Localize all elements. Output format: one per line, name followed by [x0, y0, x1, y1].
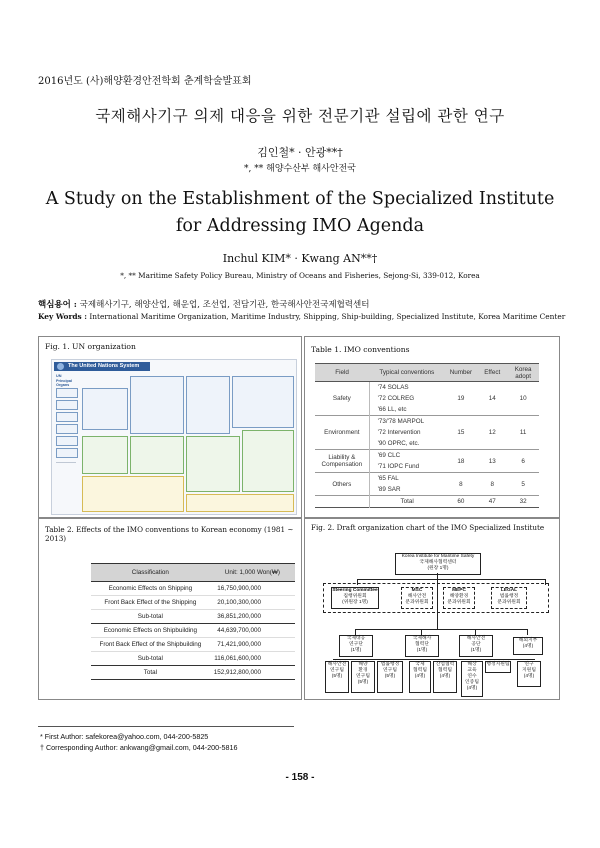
- row-field: Environment: [315, 416, 369, 450]
- col-conventions: Typical conventions: [369, 364, 444, 382]
- bottom-6-line-2: 교육: [467, 668, 477, 673]
- total-korea: 32: [507, 496, 539, 508]
- total-label: Total: [369, 496, 444, 508]
- un-regional-commissions: [130, 436, 184, 474]
- mid-2-line-1: 국제해사: [412, 636, 432, 641]
- bottom-6-line-1: 해상: [467, 662, 477, 667]
- bottom-4-line-1: 국제: [415, 662, 425, 667]
- bottom-1-line-2: 연구팀: [330, 668, 344, 673]
- un-funds-programmes: [130, 376, 184, 434]
- bottom-5-line-3: (4명): [439, 674, 451, 679]
- row-label: Sub-total: [91, 652, 210, 666]
- bottom-6-line-4: 인증팀: [465, 680, 479, 685]
- mid-3-line-1: 해사안전: [466, 636, 486, 641]
- conference-header: 2016년도 (사)해양환경안전학회 춘계학술발표회: [38, 76, 252, 87]
- row-value: 44,639,700,000: [210, 624, 295, 638]
- col-number: Number: [445, 364, 478, 382]
- mid-1-line-3: (1명): [350, 648, 362, 653]
- org-bottom-2: [351, 661, 375, 693]
- col-field: Field: [315, 364, 369, 382]
- row-value: 36,851,200,000: [210, 610, 295, 624]
- row-value: 116,061,600,000: [210, 652, 295, 666]
- english-keywords-label: Key Words :: [38, 312, 87, 321]
- org-bottom-5: [433, 661, 457, 693]
- org-mid-4: [513, 637, 543, 655]
- un-principal-label: UN Principal Organs: [56, 374, 73, 387]
- org-bottom-6: [461, 661, 483, 697]
- col-classification: Classification: [91, 564, 210, 582]
- msc-line-3: 분과위원회: [405, 600, 429, 605]
- row-convention: '66 LL, etc: [377, 406, 407, 413]
- mepc-line-2: 해양환경: [449, 594, 469, 599]
- un-organ-2: [56, 400, 78, 410]
- org-bottom-4: [409, 661, 431, 693]
- table-1-caption: Table 1. IMO conventions: [311, 345, 410, 354]
- org-top-line-2: 국제해사협력센터: [419, 560, 457, 565]
- bottom-3-line-1: 법률행정: [380, 662, 400, 667]
- legal-line-3: 분과위원회: [497, 600, 521, 605]
- mid-2-line-3: (1명): [416, 648, 428, 653]
- row-convention: '71 IOPC Fund: [377, 463, 420, 470]
- english-authors: Inchul KIM* · Kwang AN**†: [222, 252, 378, 265]
- org-bottom-3: [377, 661, 403, 693]
- footnote-first-author: * First Author: safekorea@yahoo.com, 044-200-5825: [40, 732, 209, 741]
- row-label: Front Back Effect of the Shipping: [91, 596, 210, 610]
- bottom-1-line-3: (5명): [331, 674, 343, 679]
- un-research-institutes: [186, 376, 230, 434]
- mepc-line-3: 분과위원회: [447, 600, 471, 605]
- org-connector: [357, 579, 545, 580]
- bottom-1-line-1: 해사안전: [327, 662, 347, 667]
- english-keywords-text: International Maritime Organization, Maritime Industry, Shipping, Ship-building, Specialized Institute, Korea Maritime Center: [89, 312, 566, 321]
- bottom-8-line-2: 지원팀: [522, 668, 536, 673]
- imo-conventions-table: [315, 363, 539, 508]
- org-bottom-7: [485, 661, 511, 673]
- un-organ-5: [56, 436, 78, 446]
- row-convention: '90 OPRC, etc.: [377, 440, 420, 447]
- economic-effects-table: [91, 563, 295, 680]
- steering-line-2: 집행위원회: [343, 594, 367, 599]
- page-number: - 158 -: [285, 772, 315, 783]
- org-legal: [491, 587, 527, 609]
- row-convention: '69 CLC: [369, 450, 444, 462]
- row-number: 18: [445, 450, 478, 473]
- row-label: Economic Effects on Shipbuilding: [91, 624, 210, 638]
- row-field: Liability & Compensation: [315, 450, 369, 473]
- total-field: [315, 496, 369, 508]
- steering-line-3: (위원장 1명): [342, 600, 368, 605]
- legal-line-1: LEGAL: [500, 588, 518, 593]
- bottom-5-line-1: 산업협력: [435, 662, 455, 667]
- un-commissions: [82, 436, 128, 474]
- org-top-line-3: (원장 1명): [427, 566, 449, 571]
- figure-1-caption: Fig. 1. UN organization: [45, 342, 136, 351]
- bottom-3-line-2: 연구팀: [383, 668, 397, 673]
- row-label: Sub-total: [91, 610, 210, 624]
- org-mid-2: [405, 635, 439, 657]
- bottom-4-line-2: 협력팀: [413, 668, 427, 673]
- footnote-rule: [38, 726, 294, 727]
- org-mid-3: [459, 635, 493, 657]
- table-2-caption: Table 2. Effects of the IMO conventions to Korean economy (1981 ~ 2013): [45, 525, 294, 543]
- bottom-5-line-2: 협력팀: [438, 668, 452, 673]
- korean-authors: 김인철* · 안광**†: [257, 146, 343, 159]
- total-effect: 47: [477, 496, 507, 508]
- un-legend-notes: [56, 462, 76, 511]
- un-banner: [54, 362, 150, 371]
- mid-4-line-2: (4명): [522, 644, 534, 649]
- row-korea: 5: [507, 473, 539, 496]
- row-korea: 10: [519, 395, 527, 402]
- english-title: A Study on the Establishment of the Specialized Institute for Addressing IMO Agenda: [45, 189, 555, 236]
- korean-keywords-label: 핵심용어 :: [38, 300, 77, 310]
- un-secretariat-offices: [186, 494, 294, 512]
- org-mid-1: [339, 635, 373, 657]
- figure-1-panel: [38, 336, 302, 518]
- un-org-chart: [51, 359, 297, 515]
- english-keywords: [38, 312, 565, 321]
- table-row: [91, 638, 295, 652]
- col-korea-adopt: Korea adopt: [507, 364, 539, 382]
- org-bottom-8: [517, 661, 541, 687]
- mid-1-line-1: 국제대응: [346, 636, 366, 641]
- org-mepc: [443, 587, 475, 609]
- steering-line-1: Steering Committee: [332, 588, 378, 593]
- row-effect: 14: [488, 395, 496, 402]
- table-row: [91, 582, 295, 596]
- org-msc: [401, 587, 433, 609]
- row-value: 152,912,800,000: [210, 666, 295, 680]
- korean-affiliation: *, ** 해양수산부 해사안전국: [244, 164, 356, 174]
- table-row: [91, 666, 295, 680]
- table-row: [91, 564, 295, 582]
- row-number: 19: [457, 395, 465, 402]
- un-organ-4: [56, 424, 78, 434]
- table-row: [315, 416, 539, 428]
- table-row: [315, 382, 539, 394]
- mepc-line-1: MEPC: [452, 588, 466, 593]
- row-field: Safety: [315, 382, 369, 416]
- un-organ-1: [56, 388, 78, 398]
- row-korea: 11: [507, 416, 539, 450]
- mid-4-line-1: 해외지부: [518, 638, 538, 643]
- row-value: 71,421,900,000: [210, 638, 295, 652]
- table-row-total: [315, 496, 539, 508]
- mid-2-line-2: 협력단: [415, 642, 429, 647]
- row-effect: 12: [477, 416, 507, 450]
- row-number: 15: [445, 416, 478, 450]
- un-related-orgs: [242, 430, 294, 492]
- korean-keywords-text: 국제해사기구, 해양산업, 해운업, 조선업, 전담기관, 한국해사안전국제협력센터: [79, 300, 370, 310]
- un-other-entities: [232, 376, 294, 428]
- row-label: Front Back Effect of the Shipbuilding: [91, 638, 210, 652]
- row-convention: '89 SAR: [377, 486, 401, 493]
- table-row: [91, 624, 295, 638]
- bottom-3-line-3: (5명): [384, 674, 396, 679]
- un-banner-text: The United Nations System: [68, 363, 140, 369]
- un-organ-3: [56, 412, 78, 422]
- org-top-box: [395, 553, 481, 575]
- mid-3-line-2: 공단: [471, 642, 481, 647]
- korean-title: 국제해사기구 의제 대응을 위한 전문기관 설립에 관한 연구: [95, 107, 505, 125]
- table-row: [91, 652, 295, 666]
- bottom-4-line-3: (4명): [414, 674, 426, 679]
- bottom-2-line-3: 연구팀: [356, 674, 370, 679]
- msc-line-2: 해사안전: [407, 594, 427, 599]
- org-bottom-1: [325, 661, 349, 693]
- table-row: [91, 610, 295, 624]
- row-number: 8: [445, 473, 478, 496]
- row-convention: '74 SOLAS: [377, 384, 409, 391]
- bottom-7-line-1: 행정지원팀: [486, 662, 510, 667]
- row-effect: 13: [477, 450, 507, 473]
- bottom-8-line-1: 연구: [524, 662, 534, 667]
- figure-2-panel: [304, 518, 560, 700]
- col-effect: Effect: [477, 364, 507, 382]
- msc-line-1: MSC: [411, 588, 423, 593]
- row-convention: '72 COLREG: [377, 395, 415, 402]
- org-connector: [333, 659, 535, 660]
- bottom-2-line-1: 해양: [358, 662, 368, 667]
- org-steering-committee: [331, 587, 379, 609]
- bottom-6-line-3: 연수: [467, 674, 477, 679]
- un-departments-offices: [82, 476, 184, 512]
- table-row: [315, 450, 539, 462]
- table-2-panel: [38, 518, 302, 700]
- un-specialized-agencies: [186, 436, 240, 492]
- un-logo-icon: [57, 363, 64, 370]
- english-affiliation: *, ** Maritime Safety Policy Bureau, Ministry of Oceans and Fisheries, Sejong-Si, 339-012, Korea: [120, 271, 480, 280]
- org-top-line-1: Korea Institute for Maritime Safety: [401, 554, 475, 559]
- mid-1-line-2: 연구단: [349, 642, 363, 647]
- table-1-panel: [304, 336, 560, 518]
- row-korea: 6: [507, 450, 539, 473]
- footnote-corresponding-author: † Corresponding Author: ankwang@gmail.com, 044-200-5816: [40, 743, 238, 752]
- un-subsidiary-1: [82, 388, 128, 430]
- org-connector: [527, 629, 528, 635]
- table-row: [315, 473, 539, 485]
- un-organ-6: [56, 448, 78, 458]
- table-row: [315, 364, 539, 382]
- org-connector: [355, 629, 527, 630]
- legal-line-2: 법률행정: [499, 594, 519, 599]
- row-label: Total: [91, 666, 210, 680]
- row-field: Others: [315, 473, 369, 496]
- korean-keywords: [38, 298, 369, 310]
- row-effect: 8: [477, 473, 507, 496]
- bottom-2-line-4: (5명): [357, 680, 369, 685]
- col-unit: Unit: 1,000 Won(₩): [210, 564, 295, 582]
- row-convention: '73/'78 MARPOL: [369, 416, 444, 428]
- table-row: [91, 596, 295, 610]
- bottom-2-line-2: 환경: [358, 668, 368, 673]
- row-label: Economic Effects on Shipping: [91, 582, 210, 596]
- row-convention: '72 Intervention: [377, 429, 421, 436]
- total-number: 60: [445, 496, 478, 508]
- row-convention: '65 FAL: [369, 473, 444, 485]
- bottom-8-line-3: (4명): [523, 674, 535, 679]
- bottom-6-line-5: (4명): [466, 686, 478, 691]
- mid-3-line-3: (1명): [470, 648, 482, 653]
- row-value: 20,100,300,000: [210, 596, 295, 610]
- row-value: 16,750,900,000: [210, 582, 295, 596]
- figure-2-caption: Fig. 2. Draft organization chart of the IMO Specialized Institute: [311, 523, 545, 532]
